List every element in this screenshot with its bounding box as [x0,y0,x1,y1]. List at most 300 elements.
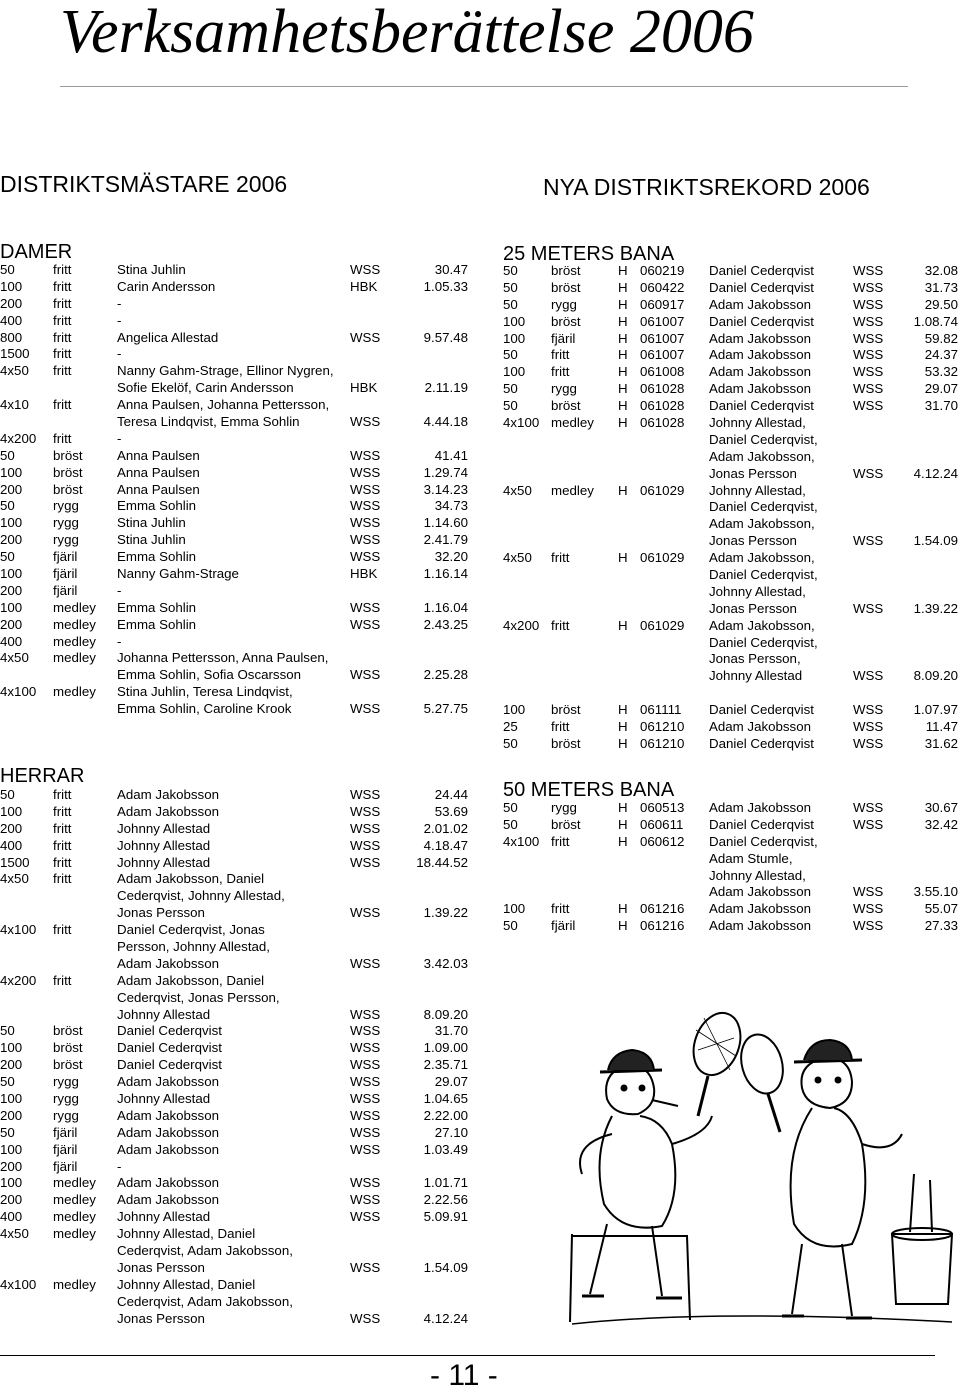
bana25-row-club: WSS [853,381,884,397]
herrar-row-swimmer: Cederqvist, Adam Jakobsson, [117,1243,293,1259]
herrar-row-stroke: fritt [53,837,72,853]
bana25-row-stroke: rygg [551,381,577,397]
damer-row-distance: 50 [0,447,15,463]
damer-row-distance: 50 [0,262,15,277]
bana25-row-distance: 50 [503,279,518,295]
bana25-row-club: WSS [853,347,884,363]
bana25-row-club: WSS [853,279,884,295]
bana25-row-date: 061028 [640,415,685,431]
bana25-row-distance: 100 [503,364,526,380]
damer-row-swimmer: Stina Juhlin [117,515,186,531]
bana25-row-club: WSS [853,364,884,380]
bana50-row-swimmer: Johnny Allestad, [709,867,806,883]
herrar-row-swimmer: Johnny Allestad, Daniel [117,1276,256,1292]
bana25-row-swimmer: Jonas Persson [709,533,797,549]
herrar-row-stroke: rygg [53,1091,79,1107]
bana25-row-time: 29.07 [924,381,958,397]
damer-row-swimmer: Anna Paulsen [117,481,200,497]
herrar-row-time: 3.42.03 [423,955,468,971]
damer-row-stroke: bröst [53,464,83,480]
herrar-row-time: 1.01.71 [423,1175,468,1191]
bana25-row-gender: H [618,398,628,414]
herrar-row-swimmer: Jonas Persson [117,905,205,921]
bana25-row-time: 59.82 [924,330,958,346]
damer-row-stroke: rygg [53,515,79,531]
damer-row-stroke: fritt [53,312,72,328]
damer-row-club: WSS [350,447,381,463]
damer-row-swimmer: Stina Juhlin [117,262,186,277]
damer-row-stroke: medley [53,633,96,649]
herrar-row-distance: 200 [0,1192,23,1208]
page-number: - 11 - [430,1359,498,1392]
swimming-cartoon-illustration [512,1004,960,1350]
bana25-row-gender: H [618,415,628,431]
damer-row-stroke: fjäril [53,582,78,598]
herrar-row-stroke: fjäril [53,1141,78,1157]
damer-row-time: 1.16.14 [423,566,468,582]
bana50-row-gender: H [618,901,628,917]
bana25-row-gender: H [618,330,628,346]
herrar-row-time: 1.39.22 [423,905,468,921]
herrar-row-time: 18.44.52 [416,854,468,870]
bana25-row-distance: 50 [503,347,518,363]
damer-row-time: 2.11.19 [424,380,468,396]
bana25-row-stroke: rygg [551,296,577,312]
bana25-row-gender: H [618,313,628,329]
bana50-row-time: 3.55.10 [913,884,958,900]
herrar-row-stroke: rygg [53,1074,79,1090]
herrar-row-swimmer: Persson, Johnny Allestad, [117,939,271,955]
bana50-row-stroke: bröst [551,816,581,832]
bana25-row-swimmer: Adam Jakobsson, [709,550,815,566]
bana25-row-date: 060219 [640,263,685,278]
bana50-row-time: 55.07 [924,901,958,917]
bana25-row-time: 32.08 [924,263,958,278]
herrar-row-swimmer: Daniel Cederqvist [117,1040,222,1056]
herrar-row-stroke: fritt [53,820,72,836]
bana25-row-gender: H [618,347,628,363]
herrar-row-swimmer: Adam Jakobsson [117,1074,219,1090]
damer-row-stroke: fritt [53,397,72,413]
herrar-row-swimmer: Adam Jakobsson [117,955,219,971]
bana25-row-swimmer: Adam Jakobsson [709,381,811,397]
damer-row-distance: 4x50 [0,363,29,379]
herrar-row-swimmer: Adam Jakobsson [117,1192,219,1208]
bana25-row-swimmer: Daniel Cederqvist, [709,499,818,515]
herrar-row-club: WSS [350,1006,381,1022]
herrar-row-club: WSS [350,1259,381,1275]
bana50-row-distance: 100 [503,901,526,917]
herrar-row-swimmer: Daniel Cederqvist [117,1057,222,1073]
damer-row-swimmer: - [117,430,122,446]
herrar-row-distance: 4x50 [0,1226,29,1242]
herrar-row-stroke: fjäril [53,1124,78,1140]
bana25-row-stroke: bröst [551,263,581,278]
bana25-row-time: 31.73 [924,279,958,295]
herrar-row-swimmer: - [117,1158,122,1174]
damer-row-stroke: fritt [53,329,72,345]
damer-row-swimmer: - [117,633,122,649]
herrar-row-stroke: fritt [53,972,72,988]
herrar-row-swimmer: Cederqvist, Adam Jakobsson, [117,1293,293,1309]
bana50-row-date: 061216 [640,901,685,917]
bana50-row-stroke: rygg [551,800,577,815]
herrar-row-stroke: bröst [53,1057,83,1073]
herrar-row-stroke: fritt [53,854,72,870]
bana25-row-date: 061007 [640,347,685,363]
damer-row-distance: 4x200 [0,430,37,446]
herrar-row-distance: 50 [0,1023,15,1039]
bana25-row-date: 061029 [640,482,685,498]
damer-row-swimmer: Nanny Gahm-Strage [117,566,239,582]
bana25-row-swimmer: Johnny Allestad, [709,415,806,431]
damer-row-swimmer: Anna Paulsen, Johanna Pettersson, [117,397,330,413]
herrar-row-stroke: fritt [53,871,72,887]
herrar-row-swimmer: Johnny Allestad [117,1006,211,1022]
damer-row-distance: 200 [0,295,23,311]
bana25-row-swimmer: Jonas Persson [709,465,797,481]
bana25-row-swimmer: Jonas Persson [709,600,797,616]
bana25-row-swimmer: Daniel Cederqvist [709,313,814,329]
bana25-row-stroke: bröst [551,313,581,329]
herrar-row-distance: 200 [0,1158,23,1174]
bana25-row-swimmer: Adam Jakobsson, [709,516,815,532]
bana50-row-swimmer: Adam Jakobsson [709,901,811,917]
damer-row-time: 1.29.74 [423,464,468,480]
herrar-row-stroke: bröst [53,1023,83,1039]
herrar-row-time: 31.70 [434,1023,468,1039]
damer-row-distance: 200 [0,481,23,497]
damer-row-club: WSS [350,667,381,683]
damer-row-swimmer: Teresa Lindqvist, Emma Sohlin [117,414,300,430]
herrar-heading: HERRAR [0,765,85,787]
herrar-row-time: 27.10 [434,1124,468,1140]
footer-rule [0,1355,935,1356]
bana25-row-club: WSS [853,735,884,751]
herrar-row-time: 24.44 [434,787,468,802]
damer-row-time: 30.47 [434,262,468,277]
bana50-row-gender: H [618,816,628,832]
herrar-row-swimmer: Johnny Allestad, Daniel [117,1226,256,1242]
bana25-row-stroke: medley [551,415,594,431]
bana25-row-distance: 4x200 [503,617,540,633]
damer-row-stroke: fritt [53,262,72,277]
herrar-row-swimmer: Adam Jakobsson [117,803,219,819]
herrar-row-distance: 100 [0,1141,23,1157]
herrar-row-club: WSS [350,1023,381,1039]
damer-row-distance: 200 [0,582,23,598]
bana25-row-club: WSS [853,465,884,481]
herrar-row-club: WSS [350,955,381,971]
damer-row-club: WSS [350,464,381,480]
damer-row-stroke: bröst [53,481,83,497]
bana50-row-swimmer: Daniel Cederqvist, [709,833,818,849]
bana25-row-swimmer: Adam Jakobsson [709,364,811,380]
bana50-row-swimmer: Adam Jakobsson [709,884,811,900]
herrar-row-club: WSS [350,1057,381,1073]
bana25-row-club: WSS [853,533,884,549]
bana25-row-stroke: fritt [551,617,570,633]
left-section-heading: DISTRIKTSMÄSTARE 2006 [0,171,288,197]
bana25-row-swimmer: Daniel Cederqvist [709,398,814,414]
right-section-heading: NYA DISTRIKTSREKORD 2006 [543,174,870,200]
bana25-row-swimmer: Johnny Allestad, [709,583,806,599]
herrar-row-swimmer: Johnny Allestad [117,1091,211,1107]
bana25-row-time: 1.54.09 [913,533,958,549]
damer-row-stroke: fritt [53,278,72,294]
herrar-row-stroke: medley [53,1226,96,1242]
damer-row-stroke: fritt [53,346,72,362]
damer-row-stroke: fritt [53,430,72,446]
bana25-row-distance: 4x50 [503,550,532,566]
damer-row-distance: 4x100 [0,684,37,700]
damer-row-time: 2.43.25 [423,616,468,632]
damer-row-distance: 200 [0,532,23,548]
damer-row-time: 41.41 [434,447,468,463]
bana25-row-distance: 4x50 [503,482,532,498]
herrar-row-distance: 4x100 [0,1276,37,1292]
bana50-row-date: 061216 [640,918,685,934]
herrar-row-stroke: medley [53,1192,96,1208]
bana25-row-swimmer: Adam Jakobsson [709,330,811,346]
herrar-row-distance: 1500 [0,854,30,870]
bana25-row-gender: H [618,719,628,735]
herrar-row-stroke: medley [53,1175,96,1191]
herrar-row-club: WSS [350,1040,381,1056]
bana25-row-date: 060422 [640,279,685,295]
herrar-row-distance: 100 [0,803,23,819]
bana25-row-club: WSS [853,668,884,684]
herrar-row-club: WSS [350,787,381,802]
damer-row-time: 1.05.33 [423,278,468,294]
herrar-row-distance: 200 [0,820,23,836]
bana25-row-date: 061029 [640,550,685,566]
damer-row-time: 1.14.60 [423,515,468,531]
herrar-row-distance: 200 [0,1107,23,1123]
bana25-row-distance: 100 [503,330,526,346]
bana25-row-stroke: fritt [551,719,570,735]
damer-row-stroke: fritt [53,363,72,379]
bana25-row-gender: H [618,482,628,498]
herrar-row-stroke: bröst [53,1040,83,1056]
damer-row-stroke: medley [53,684,96,700]
damer-row-club: HBK [350,380,378,396]
bana25-row-time: 31.62 [924,735,958,751]
herrar-row-club: WSS [350,905,381,921]
herrar-row-distance: 400 [0,1209,23,1225]
bana25-row-distance: 4x100 [503,415,540,431]
damer-row-distance: 4x10 [0,397,29,413]
herrar-row-distance: 50 [0,1074,15,1090]
damer-row-distance: 100 [0,278,23,294]
document-title: Verksamhetsberättelse 2006 [60,0,754,66]
damer-row-swimmer: Stina Juhlin, Teresa Lindqvist, [117,684,293,700]
bana50-row-time: 27.33 [924,918,958,934]
herrar-row-stroke: medley [53,1209,96,1225]
herrar-row-time: 1.09.00 [423,1040,468,1056]
herrar-row-swimmer: Jonas Persson [117,1310,205,1326]
herrar-row-time: 2.22.56 [423,1192,468,1208]
bana25-row-time: 1.07.97 [913,702,958,718]
damer-row-stroke: medley [53,650,96,666]
bana25-row-stroke: medley [551,482,594,498]
damer-row-time: 1.16.04 [423,599,468,615]
damer-row-swimmer: - [117,295,122,311]
bana25-row-club: WSS [853,330,884,346]
bana50-row-distance: 4x100 [503,833,540,849]
bana25-row-distance: 50 [503,735,518,751]
herrar-row-distance: 100 [0,1040,23,1056]
bana25-row-stroke: bröst [551,735,581,751]
bana50-row-swimmer: Adam Stumle, [709,850,793,866]
herrar-row-swimmer: Adam Jakobsson [117,787,219,802]
damer-row-stroke: rygg [53,498,79,514]
herrar-row-stroke: rygg [53,1107,79,1123]
bana50-row-distance: 50 [503,800,518,815]
herrar-row-time: 29.07 [434,1074,468,1090]
herrar-row-distance: 100 [0,1175,23,1191]
damer-row-time: 2.25.28 [423,667,468,683]
damer-row-distance: 200 [0,616,23,632]
bana25-row-club: WSS [853,263,884,278]
bana25-row-swimmer: Daniel Cederqvist, [709,567,818,583]
damer-row-swimmer: Emma Sohlin, Caroline Krook [117,701,292,717]
herrar-row-club: WSS [350,1192,381,1208]
bana50-row-date: 060612 [640,833,685,849]
herrar-row-swimmer: Adam Jakobsson [117,1107,219,1123]
herrar-row-time: 1.03.49 [423,1141,468,1157]
bana50-row-club: WSS [853,901,884,917]
bana25-row-swimmer: Daniel Cederqvist, [709,634,818,650]
damer-row-swimmer: Anna Paulsen [117,464,200,480]
herrar-row-swimmer: Cederqvist, Johnny Allestad, [117,888,285,904]
damer-row-time: 5.27.75 [423,701,468,717]
bana25-row-gender: H [618,279,628,295]
bana50-row-club: WSS [853,816,884,832]
bana25-row-date: 061008 [640,364,685,380]
damer-row-stroke: medley [53,616,96,632]
bana25-row-gender: H [618,263,628,278]
damer-row-club: WSS [350,481,381,497]
bana25-row-distance: 50 [503,398,518,414]
herrar-row-distance: 100 [0,1091,23,1107]
bana25-row-swimmer: Adam Jakobsson [709,347,811,363]
bana25-row-time: 31.70 [924,398,958,414]
herrar-row-stroke: fjäril [53,1158,78,1174]
damer-row-time: 2.41.79 [423,532,468,548]
bana25-row-time: 24.37 [924,347,958,363]
damer-row-stroke: fjäril [53,549,78,565]
damer-row-swimmer: Emma Sohlin [117,616,197,632]
damer-row-swimmer: Emma Sohlin [117,498,197,514]
bana25-row-club: WSS [853,296,884,312]
bana50-row-date: 060611 [640,816,684,832]
damer-row-swimmer: Anna Paulsen [117,447,200,463]
bana25-row-swimmer: Johnny Allestad, [709,482,806,498]
bana50-row-distance: 50 [503,816,518,832]
herrar-row-time: 5.09.91 [423,1209,468,1225]
herrar-row-time: 1.04.65 [423,1091,468,1107]
damer-row-distance: 400 [0,633,23,649]
damer-row-club: WSS [350,599,381,615]
herrar-row-time: 8.09.20 [423,1006,468,1022]
bana25-row-club: WSS [853,398,884,414]
damer-row-stroke: fritt [53,295,72,311]
damer-row-swimmer: Emma Sohlin [117,599,197,615]
bana25-row-date: 061007 [640,330,685,346]
bana25-row-swimmer: Daniel Cederqvist [709,279,814,295]
damer-row-distance: 50 [0,549,15,565]
bana25-row-swimmer: Daniel Cederqvist [709,735,814,751]
herrar-row-club: WSS [350,1310,381,1326]
bana50-row-club: WSS [853,800,884,815]
bana25-row-swimmer: Adam Jakobsson, [709,448,815,464]
title-rule [60,86,908,87]
damer-row-club: WSS [350,329,381,345]
bana25-row-time: 4.12.24 [913,465,958,481]
herrar-row-swimmer: Adam Jakobsson, Daniel [117,871,265,887]
bana50-row-stroke: fritt [551,901,570,917]
bana25-row-club: WSS [853,600,884,616]
herrar-row-distance: 4x50 [0,871,29,887]
damer-row-club: HBK [350,278,378,294]
damer-row-distance: 100 [0,566,23,582]
herrar-row-club: WSS [350,1141,381,1157]
bana25-row-gender: H [618,617,628,633]
herrar-row-swimmer: Cederqvist, Jonas Persson, [117,989,280,1005]
herrar-row-time: 2.35.71 [423,1057,468,1073]
bana50-heading: 50 METERS BANA [503,779,675,801]
herrar-row-swimmer: Daniel Cederqvist [117,1023,222,1039]
damer-row-swimmer: Johanna Pettersson, Anna Paulsen, [117,650,329,666]
herrar-row-time: 2.22.00 [423,1107,468,1123]
herrar-row-distance: 4x100 [0,922,37,938]
herrar-row-distance: 200 [0,1057,23,1073]
bana25-row-stroke: bröst [551,279,581,295]
bana25-row-time: 29.50 [924,296,958,312]
bana25-row-date: 061210 [640,735,685,751]
bana25-row-stroke: fritt [551,550,570,566]
bana25-row-time: 11.47 [925,719,958,735]
damer-row-distance: 100 [0,599,23,615]
herrar-row-time: 1.54.09 [423,1259,468,1275]
bana25-row-distance: 100 [503,313,526,329]
damer-heading: DAMER [0,241,73,263]
bana25-row-club: WSS [853,719,884,735]
bana25-row-stroke: bröst [551,398,581,414]
herrar-row-club: WSS [350,820,381,836]
bana50-row-gender: H [618,833,628,849]
bana25-row-time: 8.09.20 [913,668,958,684]
herrar-row-swimmer: Adam Jakobsson [117,1124,219,1140]
bana25-row-time: 1.39.22 [913,600,958,616]
damer-row-stroke: medley [53,599,96,615]
herrar-row-time: 2.01.02 [423,820,468,836]
bana25-row-swimmer: Adam Jakobsson, [709,617,815,633]
bana25-row-date: 061029 [640,617,685,633]
bana50-row-swimmer: Adam Jakobsson [709,800,811,815]
damer-row-stroke: bröst [53,447,83,463]
damer-row-stroke: rygg [53,532,79,548]
bana25-row-date: 061210 [640,719,685,735]
bana25-row-swimmer: Daniel Cederqvist, [709,431,818,447]
bana25-row-swimmer: Johnny Allestad [709,668,803,684]
herrar-row-swimmer: Adam Jakobsson, Daniel [117,972,265,988]
bana25-row-date: 061028 [640,398,685,414]
herrar-row-distance: 50 [0,787,15,802]
herrar-row-club: WSS [350,837,381,853]
damer-row-club: WSS [350,414,381,430]
